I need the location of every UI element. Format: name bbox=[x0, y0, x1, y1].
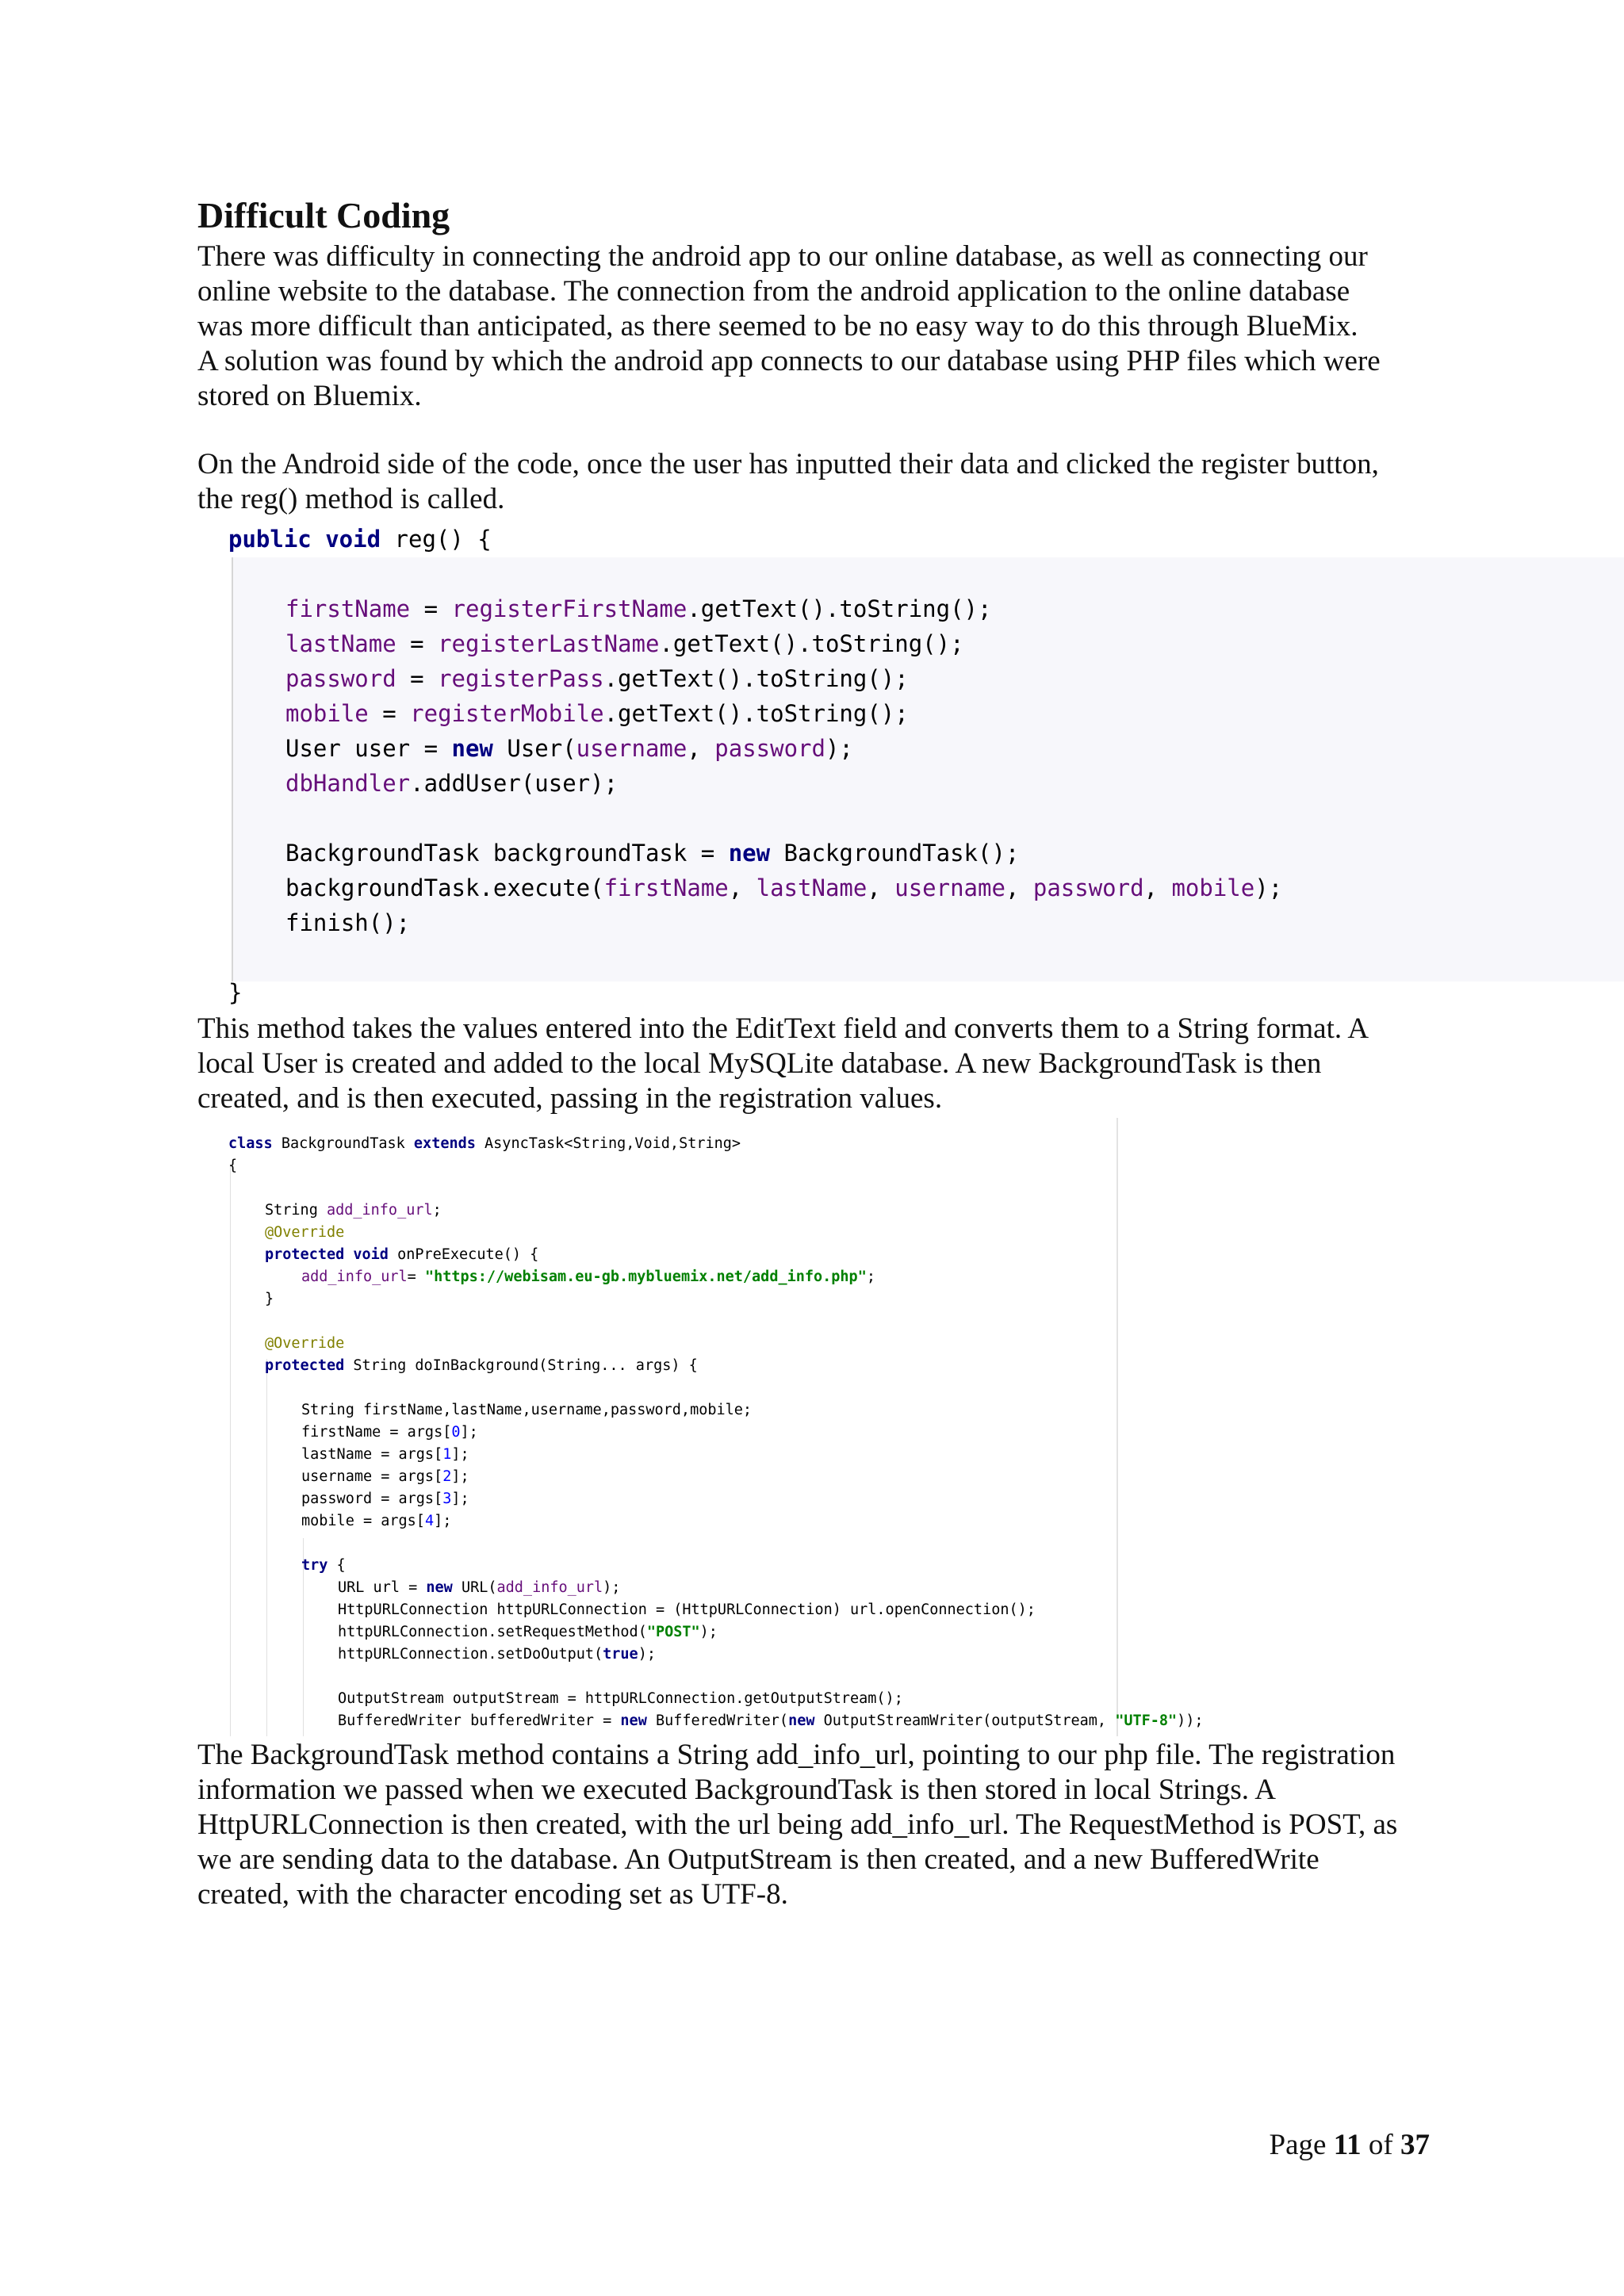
text-line: created, with the character encoding set as UTF-8. bbox=[197, 1878, 788, 1911]
code-line: finish(); bbox=[285, 909, 411, 936]
code-line: OutputStream outputStream = httpURLConnection.getOutputStream(); bbox=[338, 1690, 903, 1707]
code-line: URL url = new URL(add_info_url); bbox=[338, 1579, 621, 1596]
code-line: } bbox=[265, 1291, 274, 1307]
code-line: try { bbox=[301, 1557, 346, 1574]
code-line: password = args[3]; bbox=[301, 1490, 469, 1507]
code-line: firstName = args[0]; bbox=[301, 1424, 478, 1441]
code-line: dbHandler.addUser(user); bbox=[285, 770, 619, 797]
text-line: we are sending data to the database. An OutputStream is then created, and a new BufferedWrite bbox=[197, 1843, 1320, 1876]
code-line: httpURLConnection.setRequestMethod("POST"); bbox=[338, 1624, 718, 1640]
code-line: backgroundTask.execute(firstName, lastName, username, password, mobile); bbox=[285, 874, 1283, 901]
code-line: @Override bbox=[265, 1335, 345, 1352]
code-line: class BackgroundTask extends AsyncTask<String,Void,String> bbox=[228, 1135, 741, 1152]
indent-guide bbox=[232, 557, 233, 982]
code-line: String add_info_url; bbox=[265, 1202, 442, 1219]
text-line: On the Android side of the code, once the user has inputted their data and clicked the register button, bbox=[197, 448, 1379, 480]
code-line: public void reg() { bbox=[228, 526, 492, 553]
indent-guide bbox=[266, 1359, 267, 1736]
code-line: BufferedWriter bufferedWriter = new BufferedWriter(new OutputStreamWriter(outputStream, "UTF-8")); bbox=[338, 1712, 1204, 1729]
method-explanation-paragraph bbox=[197, 1012, 1434, 1116]
text-line: A solution was found by which the android app connects to our database using PHP files which were bbox=[197, 345, 1381, 377]
code-line: add_info_url= "https://webisam.eu-gb.mybluemix.net/add_info.php"; bbox=[301, 1269, 875, 1285]
code-line: { bbox=[228, 1158, 238, 1174]
text-line: There was difficulty in connecting the android app to our online database, as well as connecting our bbox=[197, 240, 1368, 273]
code-line: mobile = registerMobile.getText().toString(); bbox=[285, 700, 909, 727]
code-line: lastName = args[1]; bbox=[301, 1446, 469, 1463]
code-line: httpURLConnection.setDoOutput(true); bbox=[338, 1646, 656, 1663]
code-line: lastName = registerLastName.getText().toString(); bbox=[285, 630, 964, 657]
backgroundtask-explanation-paragraph bbox=[197, 1738, 1434, 1912]
text-line: was more difficult than anticipated, as there seemed to be no easy way to do this through BlueMix. bbox=[197, 310, 1358, 342]
reg-method-code-image bbox=[216, 522, 1624, 1013]
text-line: online website to the database. The connection from the android application to the online database bbox=[197, 275, 1350, 308]
code-line: username = args[2]; bbox=[301, 1468, 469, 1485]
android-side-paragraph bbox=[197, 447, 1434, 517]
code-line: HttpURLConnection httpURLConnection = (HttpURLConnection) url.openConnection(); bbox=[338, 1601, 1036, 1618]
text-line: This method takes the values entered into the EditText field and converts them to a String format. A bbox=[197, 1012, 1369, 1045]
text-line: stored on Bluemix. bbox=[197, 380, 422, 412]
page-number: Page 11 of 37 bbox=[1269, 2129, 1430, 2161]
code-line: password = registerPass.getText().toString(); bbox=[285, 665, 909, 692]
code-line: protected String doInBackground(String... args) { bbox=[265, 1357, 698, 1374]
intro-paragraph bbox=[197, 239, 1434, 414]
indent-guide bbox=[230, 1164, 231, 1736]
text-line: local User is created and added to the local MySQLite database. A new BackgroundTask is then bbox=[197, 1047, 1322, 1080]
backgroundtask-code-image bbox=[214, 1118, 1204, 1736]
code-line: } bbox=[228, 979, 243, 1006]
image-edge bbox=[1116, 1118, 1118, 1736]
code-line: String firstName,lastName,username,password,mobile; bbox=[301, 1402, 753, 1418]
text-line: information we passed when we executed BackgroundTask is then stored in local Strings. A bbox=[197, 1774, 1276, 1806]
code-line: User user = new User(username, password); bbox=[285, 735, 853, 762]
code-line: firstName = registerFirstName.getText().toString(); bbox=[285, 595, 992, 622]
text-line: created, and is then executed, passing in the registration values. bbox=[197, 1082, 943, 1115]
code-line: protected void onPreExecute() { bbox=[265, 1246, 539, 1263]
section-heading: Difficult Coding bbox=[197, 195, 450, 235]
text-line: HttpURLConnection is then created, with the url being add_info_url. The RequestMethod is POST, as bbox=[197, 1808, 1398, 1841]
code-line: BackgroundTask backgroundTask = new BackgroundTask(); bbox=[285, 840, 1020, 867]
text-line: The BackgroundTask method contains a String add_info_url, pointing to our php file. The registration bbox=[197, 1739, 1396, 1771]
text-line: the reg() method is called. bbox=[197, 483, 505, 515]
code-line: mobile = args[4]; bbox=[301, 1513, 452, 1529]
code-line: @Override bbox=[265, 1224, 345, 1241]
